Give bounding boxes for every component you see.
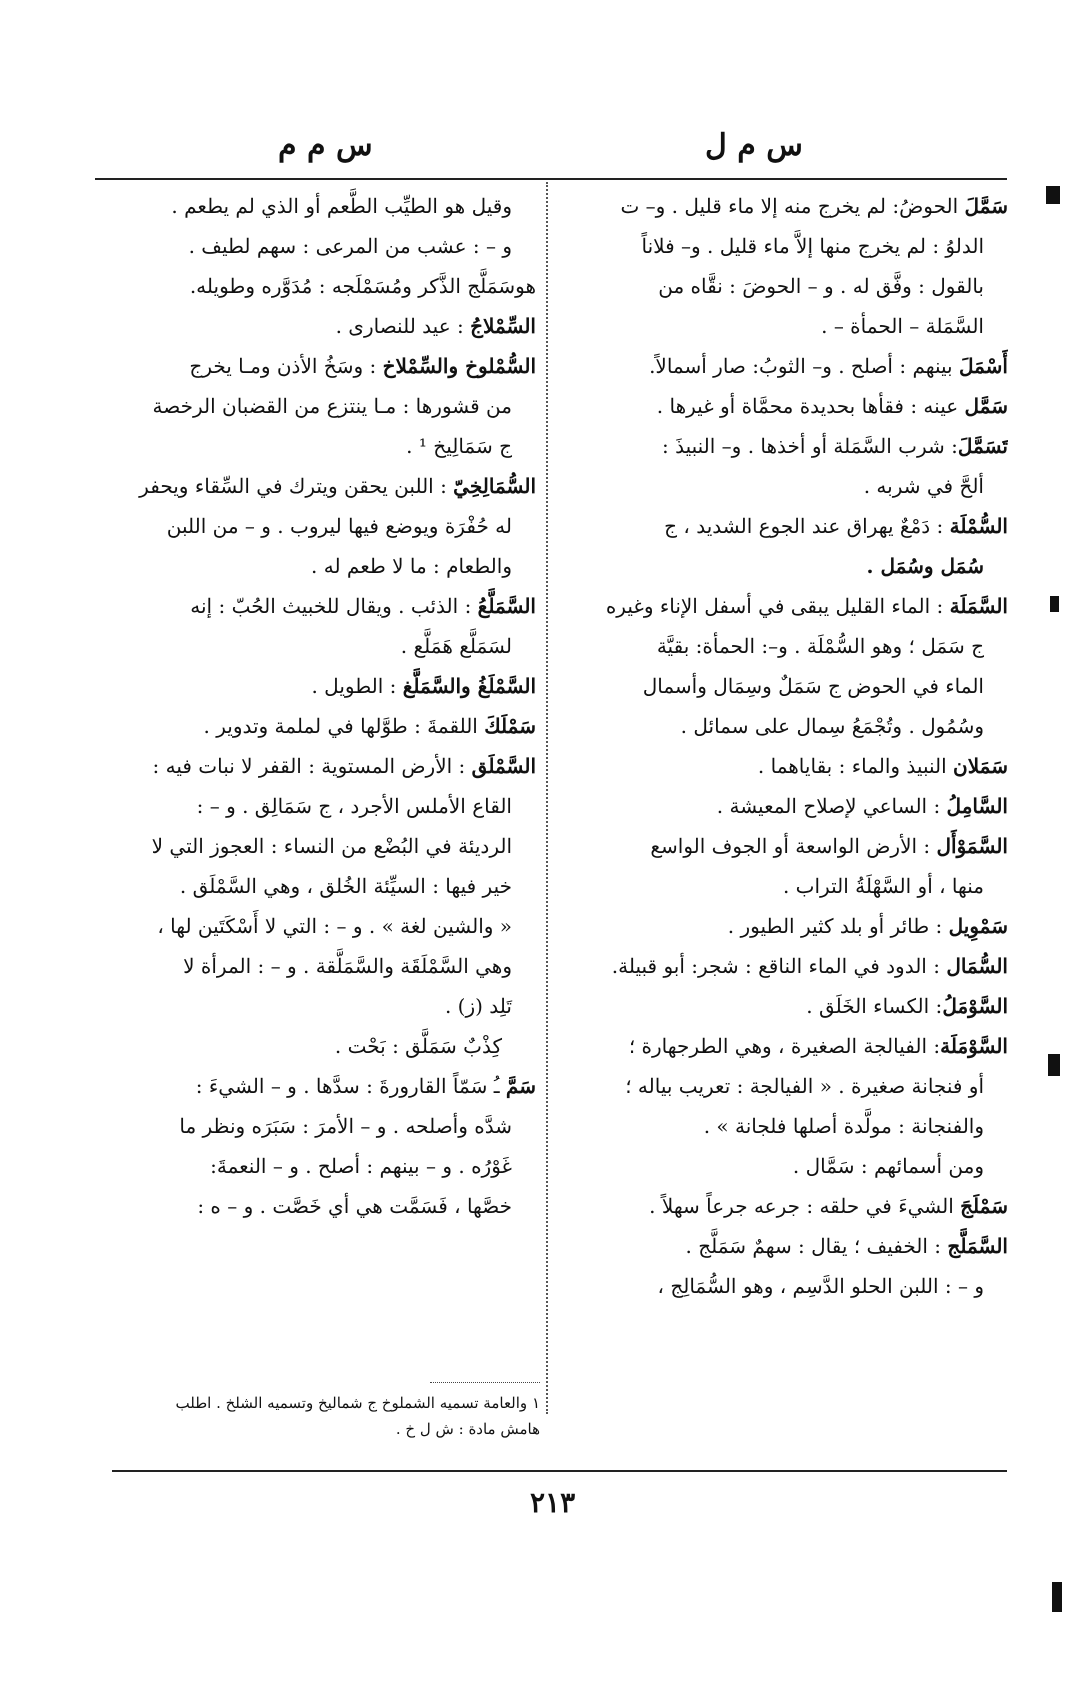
definition-text: وقيل هو الطيِّب الطَّعم أو الذي لم يطعم . [171, 194, 512, 218]
headword: السَّامِلُ [946, 794, 1008, 818]
definition-text: اللقمةَ : طوَّلها في لملمة وتدوير . [203, 714, 485, 738]
scan-margin-mark [1048, 1054, 1060, 1076]
right-column [556, 186, 1008, 1306]
entry-line [556, 906, 1008, 946]
definition-text: : عيد للنصارى . [335, 314, 471, 338]
entry-line [556, 826, 1008, 866]
definition-text: لسَمَلَّع هَمَلَّع . [400, 634, 512, 658]
entry-line [96, 826, 536, 866]
scan-margin-mark [1046, 186, 1060, 204]
footnote-line: ١ والعامة تسميه الشملوخ ج شماليخ وتسميه الشلخ . اطلب [175, 1394, 540, 1412]
entry-line [556, 1066, 1008, 1106]
definition-text: غَوْرُه . و – بينهم : أصلح . و – النعمةَ: [210, 1154, 512, 1178]
headword: سَمَّل [964, 394, 1008, 418]
entry-line [556, 1266, 1008, 1306]
entry-line [96, 186, 536, 226]
entry-line [96, 946, 536, 986]
definition-text: ـُ سَمّاً القارورةَ : سدَّها . و – الشيءَ : [195, 1074, 506, 1098]
entry-line [556, 266, 1008, 306]
definition-text: كِذْبٌ سَمَلَّق : بَحْت . [334, 1034, 502, 1058]
headword: السَّمْلَغُ والسَّمَلَّغ [402, 674, 536, 698]
definition-text: : الكساء الخَلَق . [806, 994, 943, 1018]
entry-line [556, 866, 1008, 906]
definition-text: هوسَمَلَّج الذَّكر ومُسَمْلَجه : مُدَوَّره وطويله. [189, 274, 536, 298]
definition-text: : الذئب . ويقال للخبيث الحُبّ : إنه [190, 594, 478, 618]
headword: السَّمَلَّعُ [477, 594, 536, 618]
headword: سَمَلان [953, 754, 1008, 778]
definition-text: وسُمُول . وتُجْمَعُ سِمال على سمائل . [680, 714, 984, 738]
definition-text: من قشورها : مـا ينتزع من القضبان الرخصة [152, 394, 512, 418]
entry-line [96, 1066, 536, 1106]
entry-line [96, 906, 536, 946]
definition-text: : الساعي لإصلاح المعيشة . [716, 794, 947, 818]
definition-text: الحوضُ: لم يخرج منه إلا ماء قليل . و– ت [620, 194, 965, 218]
entry-line [556, 546, 1008, 586]
definition-text: : الدود في الماء الناقع : شجر: أبو قبيلة. [611, 954, 947, 978]
definition-text: تَلِد (ز) . [444, 994, 512, 1018]
entry-line [556, 986, 1008, 1026]
footnote [100, 1390, 540, 1442]
headword: سَمْلَكَ [484, 714, 536, 738]
entry-line [96, 866, 536, 906]
entry-line [556, 506, 1008, 546]
headword: سَمْوِيل [948, 914, 1008, 938]
definition-text: : الخفيف ؛ يقال : سهمٌ سَمَلَّج . [685, 1234, 948, 1258]
headword: السُّمْلَة [949, 514, 1008, 538]
definition-text: شدَّه وأصلحه . و – الأمرَ : سَبَرَه ونظر ما [179, 1114, 512, 1138]
definition-text: بالقول : وفَّق له . و – الحوضَ : نقَّاه من [658, 274, 984, 298]
definition-text: « والشين لغة » . و – : التي لا أَسْكَتَين لها ، [157, 914, 512, 938]
entry-line [96, 1106, 536, 1146]
entry-line [556, 666, 1008, 706]
entry-line [556, 1146, 1008, 1186]
footer-rule [112, 1470, 1007, 1472]
definition-text: : طائر أو بلد كثير الطيور . [727, 914, 949, 938]
definition-text: وهي السَّمْلَقَة والسَّمَلَّقة . و – : المرأة لا [183, 954, 512, 978]
headword: السُّمْلوخ والسِّمْلاخ [382, 354, 536, 378]
scan-margin-mark [1052, 1582, 1062, 1612]
definition-text: ج سَمَل ؛ وهو السُّمْلَة . و–: الحمأة: بقيَّة [656, 634, 984, 658]
entry-line [96, 1146, 536, 1186]
entry-line [556, 1226, 1008, 1266]
headword: سَمَّلَ [964, 194, 1008, 218]
entry-line [556, 306, 1008, 346]
entry-line [556, 1026, 1008, 1066]
header-rule [95, 178, 1007, 180]
definition-text: ج سَمَالِيخ ¹ . [406, 434, 512, 458]
headword: السَّمَلَة [949, 594, 1008, 618]
definition-text: بينهم : أصلح . و– الثوبُ: صار أسمالاً. [649, 354, 959, 378]
definition-text: السَّمَلة – الحمأة – . [821, 314, 984, 338]
entry-line [556, 946, 1008, 986]
root-heading-left: س م م [278, 128, 373, 163]
entry-line [96, 466, 536, 506]
definition-text: أو فنجانة صغيرة . « الفيالجة : تعريب بياله ؛ [625, 1074, 984, 1098]
headword: السَّمْلَق [471, 754, 536, 778]
definition-text: ألحَّ في شربه . [863, 474, 984, 498]
definition-text: منها ، أو السَّهْلَةُ التراب . [782, 874, 984, 898]
entry-line [556, 626, 1008, 666]
headword: السُّمَالِخِيّ [453, 474, 536, 498]
entry-line [96, 786, 536, 826]
definition-text: الشيءَ في حلقه : جرعه جرعاً سهلاً . [649, 1194, 961, 1218]
definition-text: خصَّها ، فَسَمَّت هي أي خَصَّت . و – ه : [197, 1194, 512, 1218]
entry-line [96, 546, 536, 586]
entry-line [96, 586, 536, 626]
entry-line [96, 626, 536, 666]
definition-text: : دَمْعٌ يهراق عند الجوع الشديد ، ج [664, 514, 950, 538]
headword: السِّمْلاجُ [470, 314, 536, 338]
headword: السَّمَلَّج [947, 1234, 1008, 1258]
definition-text: الماء في الحوض ج سَمَلٌ وسِمَال وأسمال [642, 674, 984, 698]
entry-line [556, 186, 1008, 226]
definition-text: له حُفْرَة ويوضع فيها ليروب . و – من اللبن [166, 514, 512, 538]
entry-line [96, 706, 536, 746]
definition-text: و – : اللبن الحلو الدَّسِم ، وهو السُّمَالِج ، [657, 1274, 984, 1298]
headword: السَّمَوْأَل [936, 834, 1008, 858]
entry-line [556, 1106, 1008, 1146]
entry-line [556, 426, 1008, 466]
entry-line [556, 746, 1008, 786]
definition-text: ومن أسمائهم : سَمَّال . [792, 1154, 984, 1178]
entry-line [556, 1186, 1008, 1226]
entry-line [556, 786, 1008, 826]
definition-text: : شرب السَّمَلة أو أخذها . و– النبيذَ : [661, 434, 958, 458]
page-number: ٢١٣ [530, 1486, 576, 1519]
definition-text: النبيذ والماء : بقاياهما . [757, 754, 954, 778]
root-heading-right: س م ل [705, 128, 803, 163]
entry-line [556, 586, 1008, 626]
entry-line [96, 306, 536, 346]
definition-text: والفنجانة : مولَّدة أصلها فلجانة » . [703, 1114, 984, 1138]
footnote-rule [430, 1382, 540, 1383]
headword: السَّوْمَلَة [940, 1034, 1008, 1058]
entry-line [96, 746, 536, 786]
definition-text: خير فيها : السيِّئة الخُلق ، وهي السَّمْلَق . [179, 874, 512, 898]
entry-line [96, 426, 536, 466]
entry-line [96, 346, 536, 386]
definition-text: : الطويل . [311, 674, 403, 698]
definition-text: : وسَخُ الأذن ومـا يخرج [189, 354, 383, 378]
headword: السَّوْمَلُ [942, 994, 1008, 1018]
entry-line [96, 666, 536, 706]
entry-line [96, 986, 536, 1026]
definition-text: : الأرض الواسعة أو الجوف الواسع [650, 834, 937, 858]
entry-line [96, 1026, 536, 1066]
entry-line [556, 386, 1008, 426]
entry-line [96, 506, 536, 546]
entry-line [96, 386, 536, 426]
headword: سُمَل وسُمَل . [866, 554, 984, 578]
definition-text: الرديئة في البُضْع من النساء : العجوز التي لا [151, 834, 512, 858]
entry-line [96, 266, 536, 306]
headword: سَمَّ [505, 1074, 536, 1098]
definition-text: : الماء القليل يبقى في أسفل الإناء وغيره [605, 594, 950, 618]
entry-line [556, 466, 1008, 506]
entry-line [96, 1186, 536, 1226]
headword: تَسَمَّلَ [957, 434, 1008, 458]
headword: أَسْمَلَ [958, 354, 1008, 378]
headword: سَمْلَجَ [960, 1194, 1008, 1218]
entry-line [556, 226, 1008, 266]
definition-text: : الأرض المستوية : القفر لا نبات فيه : [152, 754, 472, 778]
scan-margin-mark [1050, 596, 1059, 612]
column-divider [546, 182, 548, 1414]
left-column [96, 186, 536, 1226]
footnote-line: هامش مادة : ش ل خ . [395, 1420, 540, 1438]
definition-text: و – : عشب من المرعى : سهم لطيف . [188, 234, 512, 258]
entry-line [556, 706, 1008, 746]
definition-text: : اللبن يحقن ويترك في السِّقاء ويحفر [139, 474, 454, 498]
entry-line [96, 226, 536, 266]
entry-line [556, 346, 1008, 386]
definition-text: القاع الأملس الأجرد ، ج سَمَالِق . و – : [196, 794, 512, 818]
definition-text: الدلوُ : لم يخرج منها إلاَّ ماء قليل . و– فلاناً [641, 234, 984, 258]
definition-text: والطعام : ما لا طعم له . [311, 554, 512, 578]
headword: السُّمَال [946, 954, 1008, 978]
definition-text: : الفيالجة الصغيرة ، وهي الطرجهارة ؛ [628, 1034, 941, 1058]
definition-text: عينه : فقأها بحديدة محمَّاة أو غيرها . [656, 394, 965, 418]
